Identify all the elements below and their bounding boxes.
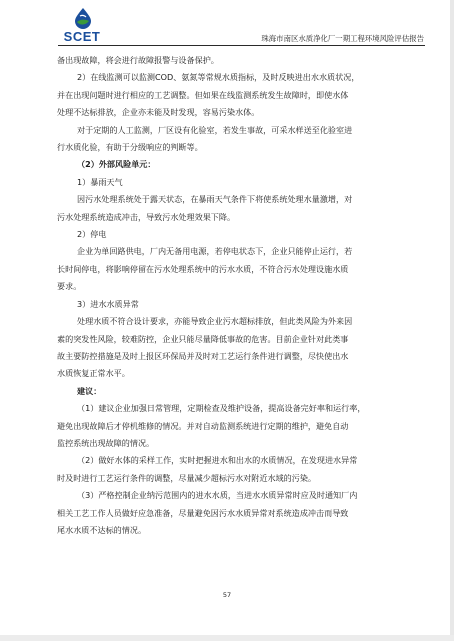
logo-drop-icon — [72, 7, 94, 29]
paragraph-line: （1）建议企业加强日常管理，定期检查及维护设备，提高设备完好率和运行率， — [77, 403, 366, 414]
page-edge-right — [450, 0, 454, 641]
paragraph-line: 避免出现故障后才停机维修的情况。并对自动监测系统进行定期的维护，避免自动 — [57, 420, 349, 431]
document-body — [57, 52, 403, 539]
paragraph-line: 2）停电 — [77, 229, 107, 240]
section-heading: （2）外部风险单元： — [77, 159, 156, 170]
paragraph-line: （2）做好水体的采样工作，实时把握进水和出水的水质情况，在发现进水异常 — [77, 455, 358, 466]
paragraph-line: 对于定期的人工监测，厂区设有化验室，若发生事故，可采水样送至化验室进 — [77, 124, 353, 135]
paragraph-line: 备出现故障，将会进行故障报警与设备保护。 — [57, 55, 219, 65]
paragraph-line: 处理水质不符合设计要求，亦能导致企业污水超标排放，但此类风险为外来因 — [77, 316, 353, 327]
paragraph-line: 企业为单回路供电，厂内无备用电源，若停电状态下，企业只能停止运行，若 — [77, 246, 353, 257]
company-logo — [58, 7, 106, 47]
paragraph-line: 素的突发性风险，较难防控，企业只能尽量降低事故的危害。目前企业针对此类事 — [57, 333, 349, 344]
section-heading: 建议： — [77, 385, 102, 396]
report-title: 珠海市南区水质净化厂一期工程环境风险评估报告 — [261, 34, 424, 43]
paragraph-line: （3）严格控制企业纳污范围内的进水水质，当进水水质异常时应及时通知厂内 — [77, 490, 358, 501]
paragraph-line: 尾水水质不达标的情况。 — [57, 524, 147, 535]
paragraph-line: 1）暴雨天气 — [77, 176, 123, 187]
page-header — [0, 0, 454, 48]
header-divider — [58, 45, 425, 46]
paragraph-line: 长时间停电，将影响停留在污水处理系统中的污水水质，不符合污水处理设施水质 — [57, 263, 349, 274]
paragraph-line: 时及时进行工艺运行条件的调整，尽量减少超标污水对附近水域的污染。 — [57, 472, 317, 483]
paragraph-line: 水质恢复正常水平。 — [57, 368, 130, 379]
paragraph-line: 故主要防控措施是及时上报区环保局并及时对工艺运行条件进行调整，尽快使出水 — [57, 350, 349, 361]
paragraph-line: 处理不达标排放，企业亦未能及时发现，容易污染水体。 — [57, 107, 260, 118]
page-edge-bottom — [0, 635, 454, 641]
paragraph-line: 并在出现问题时进行相应的工艺调整。但如果在线监测系统发生故障时，即使水体 — [57, 89, 349, 100]
paragraph-line: 因污水处理系统处于露天状态，在暴雨天气条件下将使系统处理水量激增，对 — [77, 194, 353, 205]
paragraph-line: 监控系统出现故障的情况。 — [57, 437, 155, 448]
paragraph-line: 行水质化验，有助于分级响应的判断等。 — [57, 142, 203, 153]
paragraph-line: 3）进水水质异常 — [77, 298, 139, 309]
paragraph-line: 2）在线监测可以监测COD、氨氮等常规水质指标，及时反映进出水水质状况， — [77, 72, 360, 83]
logo-text: SCET — [63, 29, 101, 44]
paragraph-line: 污水处理系统造成冲击，导致污水处理效果下降。 — [57, 211, 236, 222]
paragraph-line: 相关工艺工作人员做好应急准备，尽量避免因污水水质异常对系统造成冲击而导致 — [57, 507, 349, 518]
page-number: 57 — [222, 591, 232, 599]
paragraph-line: 要求。 — [57, 281, 82, 292]
